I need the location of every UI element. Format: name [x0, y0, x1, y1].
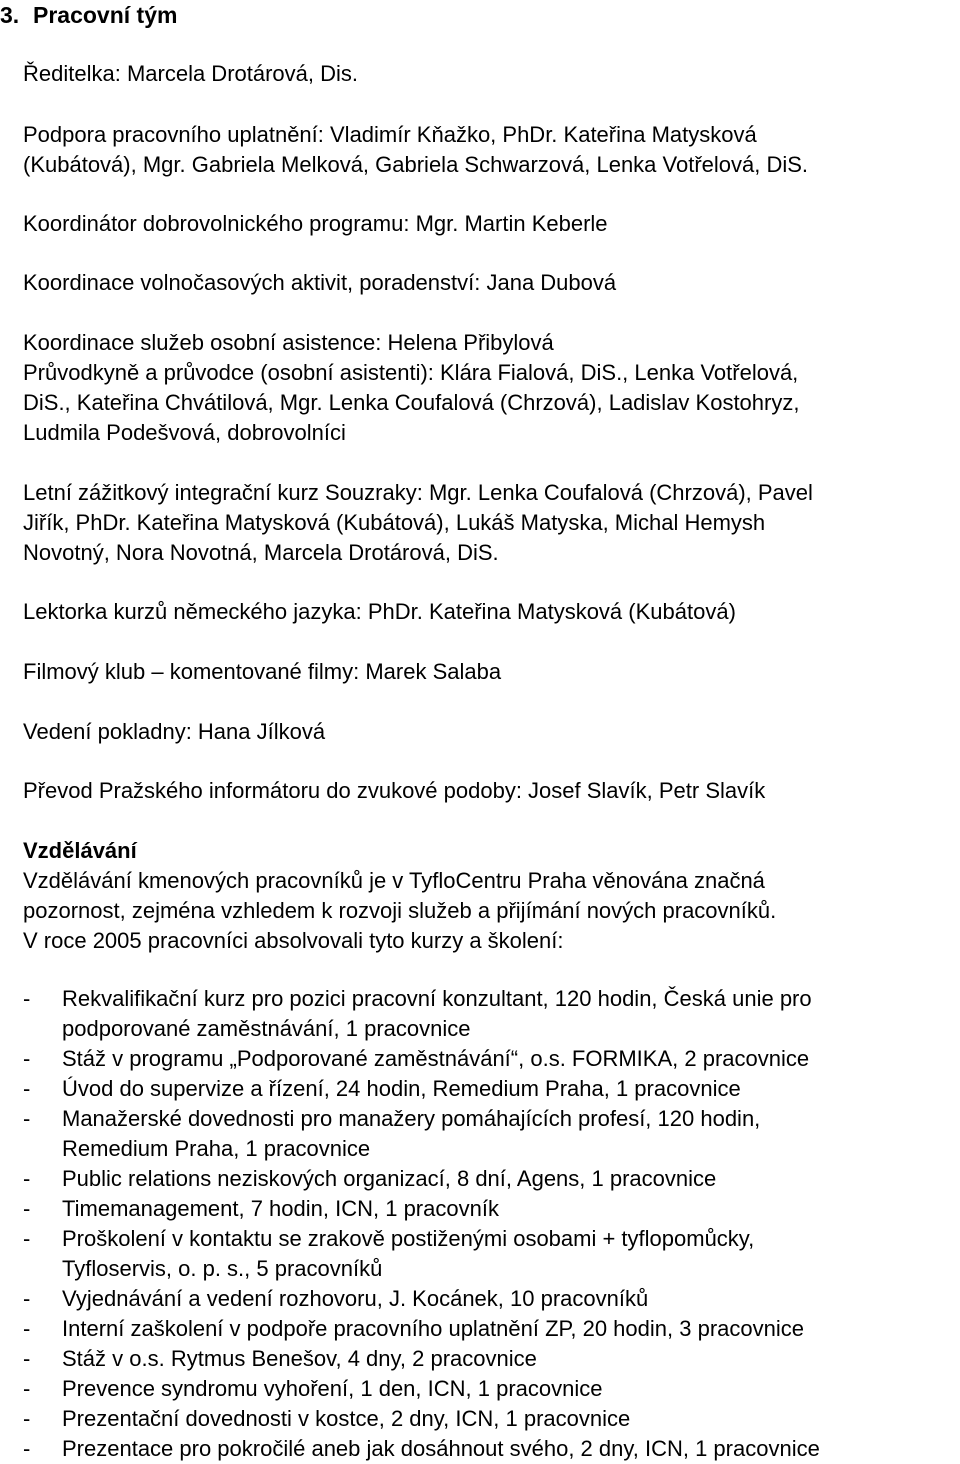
audio-conversion-paragraph: [23, 776, 958, 806]
text-line: Proškolení v kontaktu se zrakově postiženými osobami + tyflopomůcky,: [62, 1226, 755, 1251]
text-line: podporované zaměstnávání, 1 pracovnice: [62, 1016, 471, 1041]
bullet-dash: -: [23, 1376, 31, 1401]
director-paragraph: [23, 59, 958, 89]
text-line: Koordinace služeb osobní asistence: Helena Přibylová: [23, 330, 554, 355]
education-section: [23, 836, 958, 956]
bullet-dash: -: [23, 1226, 31, 1251]
text-line: Koordinace volnočasových aktivit, poradenství: Jana Dubová: [23, 270, 617, 295]
text-line: Vyjednávání a vedení rozhovoru, J. Kocánek, 10 pracovníků: [62, 1286, 649, 1311]
list-item: [23, 1074, 820, 1104]
leisure-coordination-paragraph: [23, 268, 958, 298]
section-number: 3.: [0, 2, 20, 28]
course-list: [23, 984, 820, 1464]
list-item: [23, 1104, 820, 1164]
bullet-dash: -: [23, 1196, 31, 1221]
film-club-paragraph: [23, 657, 958, 687]
text-line: Public relations neziskových organizací, 8 dní, Agens, 1 pracovnice: [62, 1166, 717, 1191]
list-item: [23, 1044, 820, 1074]
bullet-dash: -: [23, 1286, 31, 1311]
text-line: Vedení pokladny: Hana Jílková: [23, 719, 326, 744]
german-lecturer-paragraph: [23, 597, 958, 627]
education-heading: Vzdělávání: [23, 838, 137, 863]
text-line: Manažerské dovednosti pro manažery pomáhajících profesí, 120 hodin,: [62, 1106, 761, 1131]
text-line: Převod Pražského informátoru do zvukové podoby: Josef Slavík, Petr Slavík: [23, 778, 766, 803]
text-line: Vzdělávání kmenových pracovníků je v TyfloCentru Praha věnována značná: [23, 868, 765, 893]
list-item: [23, 1224, 820, 1284]
employment-support-paragraph: [23, 120, 958, 180]
text-line: Prezentace pro pokročilé aneb jak dosáhnout svého, 2 dny, ICN, 1 pracovnice: [62, 1436, 820, 1461]
list-item: [23, 1374, 820, 1404]
text-line: V roce 2005 pracovníci absolvovali tyto kurzy a školení:: [23, 928, 564, 953]
text-line: Ludmila Podešvová, dobrovolníci: [23, 420, 346, 445]
text-line: Koordinátor dobrovolnického programu: Mgr. Martin Keberle: [23, 211, 608, 236]
bullet-dash: -: [23, 1346, 31, 1371]
text-line: pozornost, zejména vzhledem k rozvoji služeb a přijímání nových pracovníků.: [23, 898, 777, 923]
text-line: Průvodkyně a průvodce (osobní asistenti): Klára Fialová, DiS., Lenka Votřelová,: [23, 360, 799, 385]
text-line: Timemanagement, 7 hodin, ICN, 1 pracovník: [62, 1196, 499, 1221]
bullet-dash: -: [23, 1406, 31, 1431]
bullet-dash: -: [23, 1046, 31, 1071]
summer-course-paragraph: [23, 478, 958, 568]
text-line: Rekvalifikační kurz pro pozici pracovní konzultant, 120 hodin, Česká unie pro: [62, 986, 812, 1011]
bullet-dash: -: [23, 1316, 31, 1341]
personal-assistance-paragraph: [23, 328, 958, 448]
bullet-dash: -: [23, 1436, 31, 1461]
section-heading: [0, 0, 177, 30]
text-line: Tyfloservis, o. p. s., 5 pracovníků: [62, 1256, 383, 1281]
list-item: [23, 1314, 820, 1344]
bullet-dash: -: [23, 986, 31, 1011]
text-line: Novotný, Nora Novotná, Marcela Drotárová, DiS.: [23, 540, 499, 565]
volunteer-coordinator-paragraph: [23, 209, 958, 239]
bullet-dash: -: [23, 1076, 31, 1101]
text-line: Filmový klub – komentované filmy: Marek Salaba: [23, 659, 502, 684]
text-line: Interní zaškolení v podpoře pracovního uplatnění ZP, 20 hodin, 3 pracovnice: [62, 1316, 804, 1341]
text-line: Prezentační dovednosti v kostce, 2 dny, ICN, 1 pracovnice: [62, 1406, 631, 1431]
text-line: Podpora pracovního uplatnění: Vladimír Kňažko, PhDr. Kateřina Matysková: [23, 122, 757, 147]
cash-desk-paragraph: [23, 717, 958, 747]
list-item: [23, 1164, 820, 1194]
text-line: Úvod do supervize a řízení, 24 hodin, Remedium Praha, 1 pracovnice: [62, 1076, 741, 1101]
text-line: Stáž v o.s. Rytmus Benešov, 4 dny, 2 pracovnice: [62, 1346, 537, 1371]
text-line: (Kubátová), Mgr. Gabriela Melková, Gabriela Schwarzová, Lenka Votřelová, DiS.: [23, 152, 809, 177]
text-line: Remedium Praha, 1 pracovnice: [62, 1136, 371, 1161]
list-item: [23, 1344, 820, 1374]
text-line: Stáž v programu „Podporované zaměstnávání“, o.s. FORMIKA, 2 pracovnice: [62, 1046, 810, 1071]
list-item: [23, 1404, 820, 1434]
text-line: Jiřík, PhDr. Kateřina Matysková (Kubátová), Lukáš Matyska, Michal Hemysh: [23, 510, 766, 535]
text-line: Letní zážitkový integrační kurz Souzraky: Mgr. Lenka Coufalová (Chrzová), Pavel: [23, 480, 813, 505]
text-line: Ředitelka: Marcela Drotárová, Dis.: [23, 61, 359, 86]
text-line: Prevence syndromu vyhoření, 1 den, ICN, 1 pracovnice: [62, 1376, 603, 1401]
text-line: Lektorka kurzů německého jazyka: PhDr. Kateřina Matysková (Kubátová): [23, 599, 736, 624]
text-line: DiS., Kateřina Chvátilová, Mgr. Lenka Coufalová (Chrzová), Ladislav Kostohryz,: [23, 390, 800, 415]
list-item: [23, 1194, 820, 1224]
bullet-dash: -: [23, 1166, 31, 1191]
list-item: [23, 1284, 820, 1314]
bullet-dash: -: [23, 1106, 31, 1131]
section-title: Pracovní tým: [33, 2, 178, 28]
list-item: [23, 1434, 820, 1464]
list-item: [23, 984, 820, 1044]
